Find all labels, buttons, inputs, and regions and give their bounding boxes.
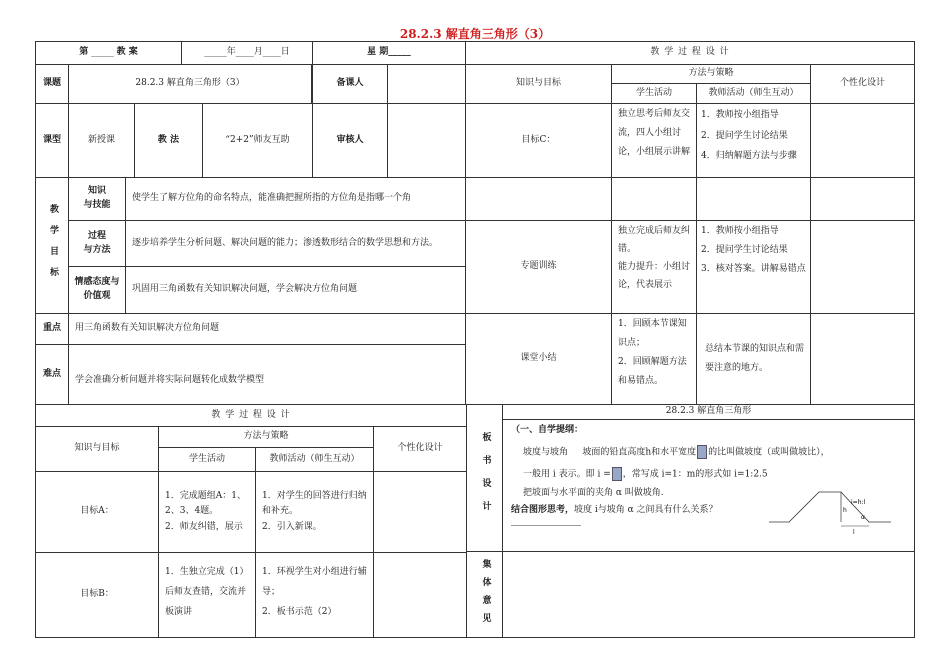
fig-alpha-label: α [861,514,865,521]
xiaojie-gexing [810,313,915,405]
teacher-activity-c: 1．教师按小组指导 2．提问学生讨论结果 4．归纳解题方法与步骤 [696,103,811,178]
header-jiaoshi: 教师活动（师生互动） [696,83,811,104]
feedback-label-cell [466,551,503,638]
fig-ratio-label: i=h:l [851,499,866,506]
gexing-a [373,471,467,553]
mubiao-a: 目标A： [35,471,159,553]
teacher-activity-b: 1．环视学生对小组进行辅导； 2．板书示范（2） [255,552,374,638]
header-fangfa: 方法与策略 [611,64,811,84]
label-jiaoan: 教 案 [116,47,138,58]
weekday-cell: 星 期_____ [312,41,466,65]
blank-knowledge-row [465,177,612,221]
jiaofa-value: “2+2”师友互助 [202,103,313,178]
label-zhongdian: 重点 [35,313,69,345]
student-activity-a: 1．完成题组A：1、2、3、4题。 2．师友纠错，展示 [158,471,256,553]
label-guocheng: 过程 与方法 [68,220,126,267]
fig-h-label: h [843,507,847,514]
xiaojie-teacher: 总结本节课的知识点和需要注意的地方。 [696,313,811,405]
design-header-top: 教 学 过 程 设 计 [465,41,915,65]
slope-diagram [765,486,895,546]
board-formula-a: 一般用 i 表示。即 i = [523,469,611,480]
zhuanti-label: 专题训练 [465,220,612,314]
label-keti: 课题 [35,64,69,104]
blank-teacher-row [696,177,811,221]
header-zhishi-mubiao: 知识与目标 [465,64,612,104]
guocheng-text: 逐步培养学生分析问题、解决问题的能力；渗透数形结合的数学思想和方法。 [125,220,466,267]
header-xuesheng: 学生活动 [611,83,697,104]
xiaojie-student: 1．回顾本节课知识点； 2．回顾解题方法和易错点。 [611,313,697,405]
board-line-2 [511,467,906,481]
label-beike: 备课人 [312,64,388,104]
label-qinggan: 情感态度与 价值观 [68,266,126,314]
bottom-header-fangfa: 方法与策略 [158,426,374,448]
board-definition-a: 坡面的铅直高度h和水平宽度 [582,447,697,458]
label-goals [35,177,69,314]
bottom-header-jiaoshi: 教师活动（师生互动） [255,447,374,472]
fraction-icon [697,445,707,459]
teacher-activity-a: 1．对学生的回答进行归纳和补充。 2．引入新课。 [255,471,374,553]
label-jiaofa: 教 法 [134,103,203,178]
nandian-text: 学会准确分析问题并将实际问题转化成数学模型 [68,344,466,405]
fraction-icon [612,467,622,481]
lesson-number-cell [35,41,182,65]
board-label-cell [466,404,503,552]
fig-l-label: l [853,529,855,536]
feedback-vertical-label: 集体意见 [480,558,491,631]
board-formula-b: ，常写成 i=1：m的形式如 i=1:2.5 [622,469,768,480]
board-heading: 28.2.3 解直角三角形 [502,404,915,420]
blank-student-row [611,177,697,221]
board-blank-line [511,525,581,526]
mubiao-b: 目标B： [35,552,159,638]
board-think-label: 结合图形思考， [511,505,575,515]
keti-value: 28.2.3 解直角三角形（3） [68,64,312,104]
zhuanti-teacher: 1．教师按小组指导 2．提问学生讨论结果 3．核对答案。讲解易错点 [696,220,811,314]
zhuanti-student: 独立完成后师友纠错。 能力提升：小组讨论，代表展示 [611,220,697,314]
qinggan-text: 巩固用三角函数有关知识解决问题，学会解决方位角问题 [125,266,466,314]
board-content [502,419,915,552]
date-cell: _____年____月____日 [181,41,313,65]
shenhe-value [387,103,466,178]
label-zhishi: 知识 与技能 [68,177,126,221]
student-activity-c: 独立思考后师友交流，四人小组讨论，小组展示讲解 [611,103,697,178]
xiaojie-label: 课堂小结 [465,313,612,405]
slope-outline [769,492,891,522]
label-kexing: 课型 [35,103,69,178]
board-section-title: （一、自学提纲： [511,425,584,435]
board-line-3: 把坡面与水平面的夹角 α 叫做坡角. [523,488,664,498]
mubiao-c: 目标C： [465,103,612,178]
blank-gexing-row [810,177,915,221]
goals-vertical-label: 教学目标 [47,203,58,288]
board-term-slope: 坡度与坡角 [523,447,569,458]
board-definition-b: 的比叫做坡度（或叫做坡比）， [708,447,830,458]
board-line-1 [511,445,906,459]
gexing-b [373,552,467,638]
header-gexing: 个性化设计 [810,64,915,104]
bottom-header-xuesheng: 学生活动 [158,447,256,472]
feedback-content [502,551,915,638]
beike-value [387,64,466,104]
bottom-header-zhishi: 知识与目标 [35,426,159,472]
zhongdian-text: 用三角函数有关知识解决方位角问题 [68,313,466,345]
design-header-bottom: 教 学 过 程 设 计 [35,404,467,427]
zhishi-text: 使学生了解方位角的命名特点，能准确把握所指的方位角是指哪一个角 [125,177,466,221]
label-shenhe: 审核人 [312,103,388,178]
document-title: 28.2.3 解直角三角形（3） [399,27,551,41]
label-nandian: 难点 [35,344,69,405]
gexing-c [810,103,915,178]
lesson-number-blank: _____ [91,47,114,58]
zhuanti-gexing [810,220,915,314]
student-activity-b: 1．生独立完成（1）后师友查错，交流并板演讲 [158,552,256,638]
board-think-question: 坡度 i与坡角 α 之间具有什么关系？ [574,505,718,515]
label-di: 第 [79,47,89,58]
bottom-header-gexing: 个性化设计 [373,426,467,472]
kexing-value: 新授课 [68,103,135,178]
board-vertical-label: 板书设计 [480,432,491,524]
